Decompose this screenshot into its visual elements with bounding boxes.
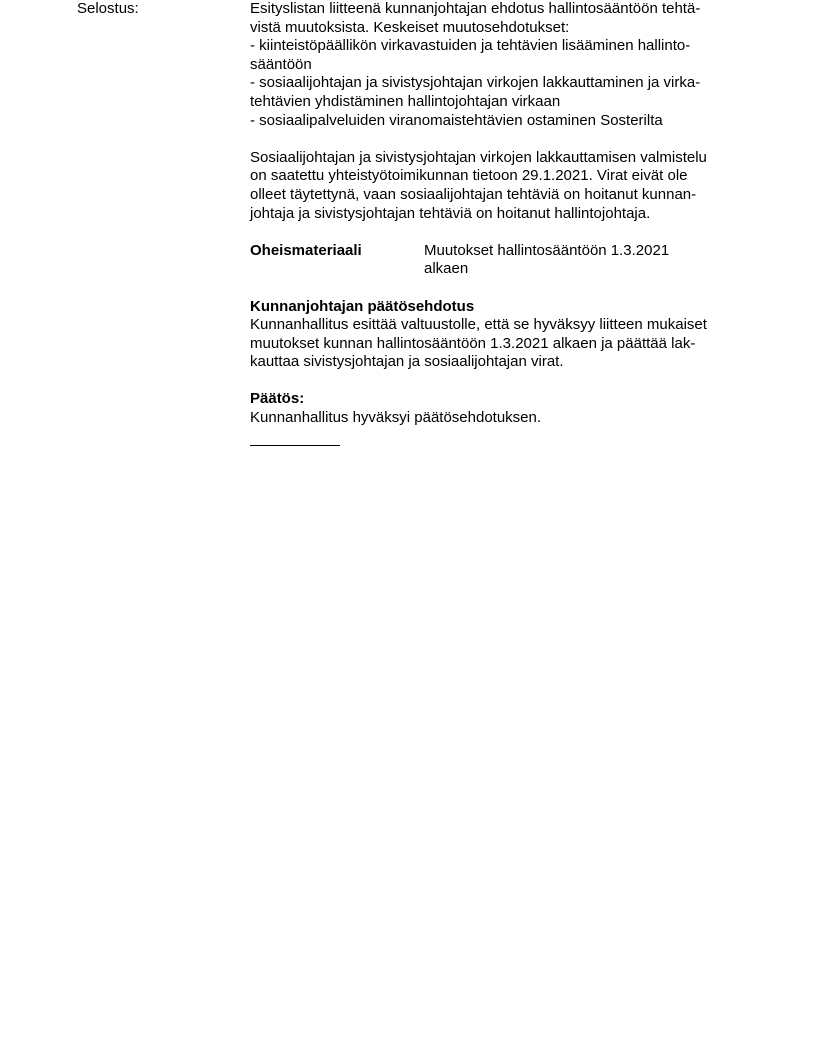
valmistelu-paragraph — [250, 149, 745, 223]
document-body — [250, 0, 745, 446]
attachment-label: Oheismateriaali — [250, 241, 362, 259]
list-item: - kiinteistöpäällikön virkavastuiden ja tehtävien lisääminen hallinto- — [250, 37, 691, 55]
decision-text: Kunnanhallitus hyväksyi päätösehdotuksen. — [250, 409, 542, 427]
attachment-value — [424, 242, 745, 279]
proposal-heading: Kunnanjohtajan päätösehdotus — [250, 297, 475, 315]
proposal-section — [250, 298, 745, 372]
text-line: Kunnanhallitus esittää valtuustolle, että se hyväksyy liitteen mukaiset — [250, 316, 707, 334]
list-item-continuation: tehtävien yhdistäminen hallintojohtajan virkaan — [250, 92, 561, 110]
text-line: on saatettu yhteistyötoimikunnan tietoon 29.1.2021. Virat eivät ole — [250, 167, 688, 185]
text-line: Esityslistan liitteenä kunnanjohtajan ehdotus hallintosääntöön tehtä- — [250, 0, 701, 17]
text-line: olleet täytettynä, vaan sosiaalijohtajan tehtäviä on hoitanut kunnan- — [250, 185, 697, 203]
decision-section — [250, 390, 745, 427]
list-item-continuation: sääntöön — [250, 55, 312, 73]
attachment-row — [250, 242, 745, 279]
decision-heading: Päätös: — [250, 390, 305, 408]
text-line: johtaja ja sivistysjohtajan tehtäviä on hoitanut hallintojohtaja. — [250, 204, 651, 222]
list-item: - sosiaalijohtajan ja sivistysjohtajan virkojen lakkauttaminen ja virka- — [250, 74, 701, 92]
section-label-selostus: Selostus: — [77, 0, 139, 17]
text-line: kauttaa sivistysjohtajan ja sosiaalijohtajan virat. — [250, 353, 564, 371]
selostus-paragraph — [250, 0, 745, 130]
signature-divider — [250, 445, 340, 446]
attachment-value-line: Muutokset hallintosääntöön 1.3.2021 — [424, 241, 670, 259]
text-line: vistä muutoksista. Keskeiset muutosehdotukset: — [250, 18, 570, 36]
attachment-value-line: alkaen — [424, 260, 469, 278]
text-line: muutokset kunnan hallintosääntöön 1.3.2021 alkaen ja päättää lak- — [250, 334, 696, 352]
text-line: Sosiaalijohtajan ja sivistysjohtajan virkojen lakkauttamisen valmistelu — [250, 148, 707, 166]
list-item: - sosiaalipalveluiden viranomaistehtävien ostaminen Sosterilta — [250, 111, 663, 129]
